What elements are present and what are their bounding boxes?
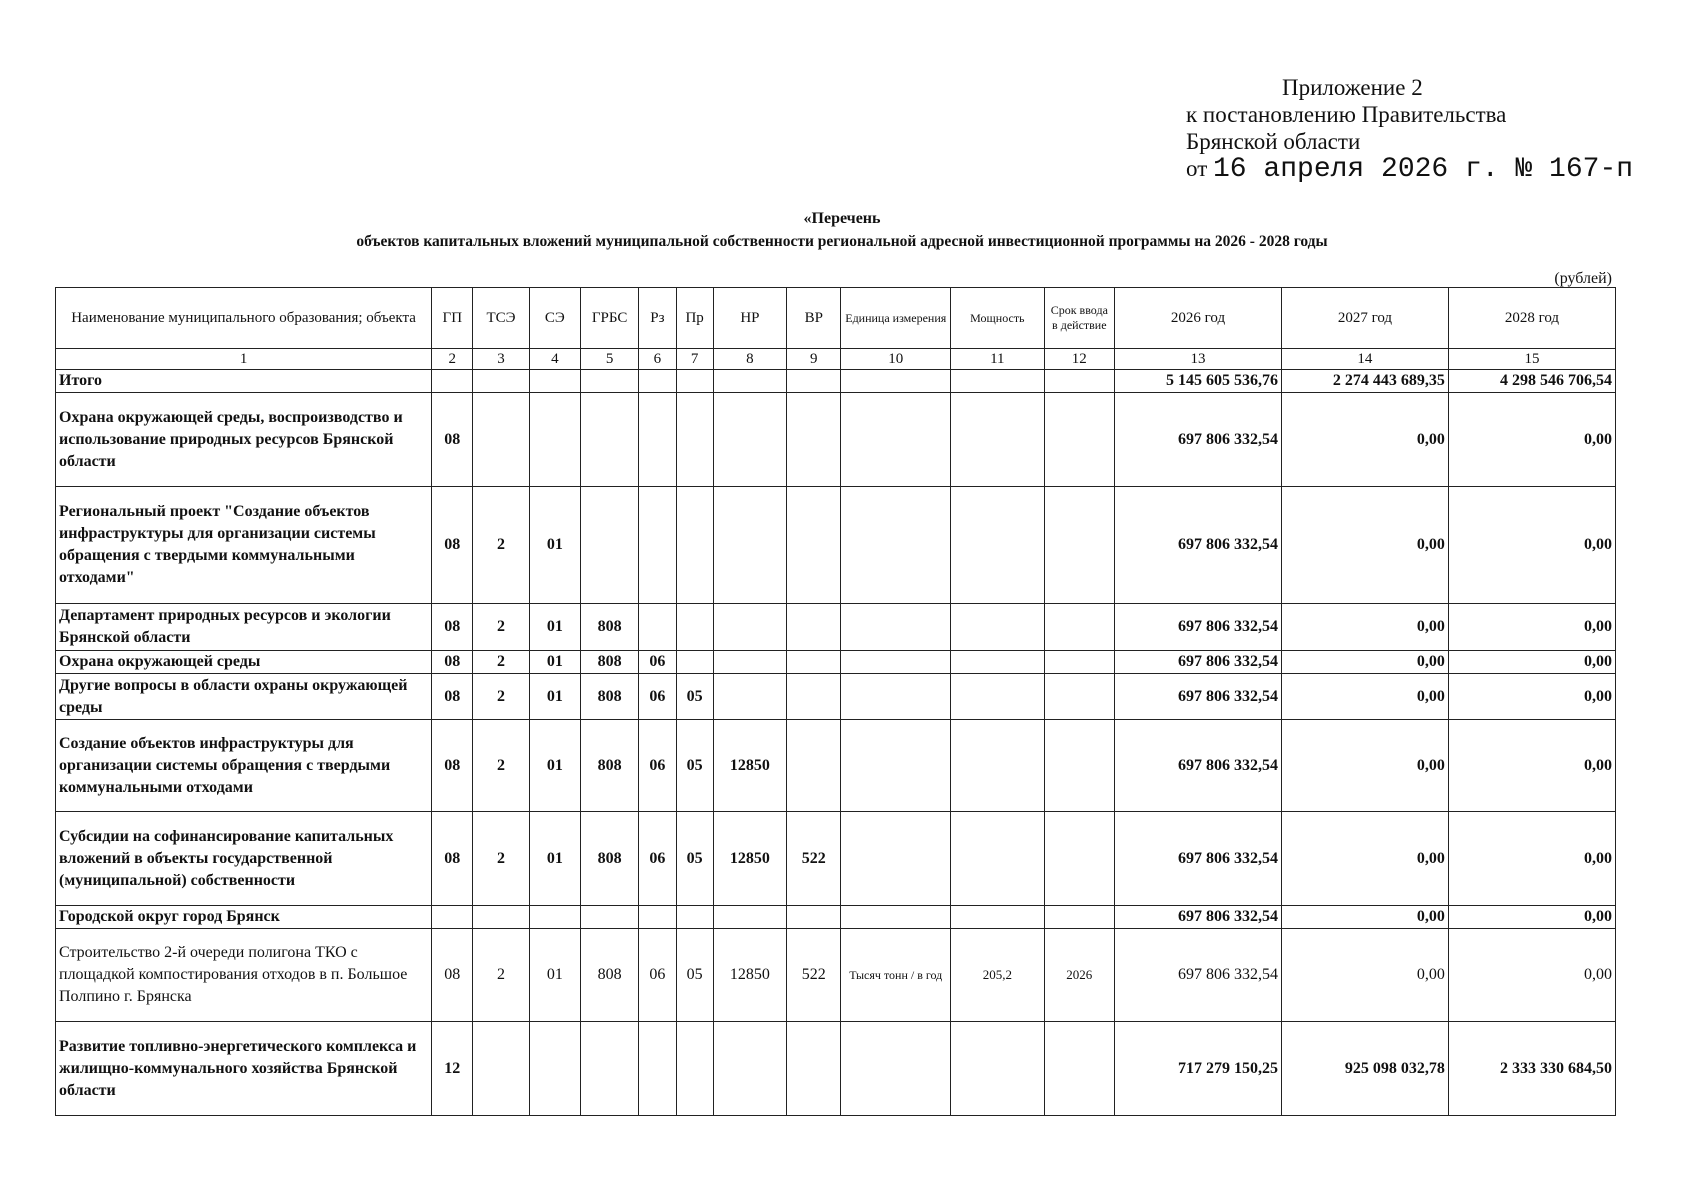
- cell-year-2028: 0,00: [1448, 651, 1615, 674]
- cell-row-name: Развитие топливно-энергетического комплекса и жилищно-коммунального хозяйства Брянской области: [56, 1022, 432, 1116]
- cell-nr: [713, 1022, 786, 1116]
- cell-rz: 06: [639, 929, 676, 1022]
- header-nr: НР: [713, 288, 786, 349]
- cell-year-2026: 697 806 332,54: [1115, 651, 1282, 674]
- cell-gp: 08: [432, 812, 473, 906]
- cell-pr: [676, 906, 713, 929]
- table-row: [56, 674, 1616, 720]
- cell-vr: [787, 393, 841, 487]
- cell-year-2027: 0,00: [1281, 393, 1448, 487]
- cell-year-2026: 697 806 332,54: [1115, 812, 1282, 906]
- cell-grbs: 808: [580, 929, 638, 1022]
- cell-row-name: Итого: [56, 370, 432, 393]
- cell-se: [529, 393, 580, 487]
- cell-tse: [473, 1022, 529, 1116]
- cell-grbs: [580, 906, 638, 929]
- table-row: [56, 812, 1616, 906]
- cell-tse: 2: [473, 674, 529, 720]
- cell-nr: [713, 393, 786, 487]
- appendix-resolution: к постановлению Правительства: [1186, 102, 1507, 127]
- appendix-date-prefix: от: [1186, 156, 1208, 181]
- col-num: 4: [529, 349, 580, 370]
- appendix-region: Брянской области: [1186, 129, 1361, 154]
- cell-vr: [787, 604, 841, 651]
- cell-unit: [841, 370, 951, 393]
- col-num: 2: [432, 349, 473, 370]
- table-row: [56, 929, 1616, 1022]
- column-number-row: [56, 349, 1616, 370]
- cell-tse: 2: [473, 604, 529, 651]
- cell-vr: [787, 370, 841, 393]
- header-unit: Единица измерения: [841, 288, 951, 349]
- cell-year-2028: 2 333 330 684,50: [1448, 1022, 1615, 1116]
- cell-year-2026: 697 806 332,54: [1115, 393, 1282, 487]
- cell-nr: [713, 906, 786, 929]
- cell-commission-date: [1044, 812, 1114, 906]
- col-num: 13: [1115, 349, 1282, 370]
- cell-year-2028: 0,00: [1448, 393, 1615, 487]
- cell-rz: [639, 906, 676, 929]
- cell-unit: [841, 812, 951, 906]
- cell-year-2026: 697 806 332,54: [1115, 906, 1282, 929]
- cell-capacity: [951, 812, 1045, 906]
- cell-rz: [639, 393, 676, 487]
- cell-commission-date: [1044, 393, 1114, 487]
- cell-unit: [841, 604, 951, 651]
- appendix-date-line: [1186, 155, 1633, 183]
- cell-nr: 12850: [713, 929, 786, 1022]
- cell-unit: [841, 1022, 951, 1116]
- cell-commission-date: [1044, 906, 1114, 929]
- header-rz: Рз: [639, 288, 676, 349]
- cell-commission-date: [1044, 720, 1114, 812]
- cell-capacity: [951, 720, 1045, 812]
- cell-capacity: [951, 674, 1045, 720]
- cell-se: 01: [529, 487, 580, 604]
- header-name: Наименование муниципального образования; объекта: [56, 288, 432, 349]
- col-num: 7: [676, 349, 713, 370]
- cell-nr: [713, 674, 786, 720]
- cell-se: 01: [529, 674, 580, 720]
- cell-nr: [713, 651, 786, 674]
- cell-pr: 05: [676, 720, 713, 812]
- col-num: 11: [951, 349, 1045, 370]
- cell-vr: [787, 1022, 841, 1116]
- col-num: 10: [841, 349, 951, 370]
- cell-vr: [787, 487, 841, 604]
- col-num: 1: [56, 349, 432, 370]
- cell-row-name: Строительство 2-й очереди полигона ТКО с площадкой компостирования отходов в п. Большое Полпино г. Брянска: [56, 929, 432, 1022]
- cell-se: [529, 906, 580, 929]
- cell-row-name: Субсидии на софинансирование капитальных вложений в объекты государственной (муниципальной) собственности: [56, 812, 432, 906]
- table-row: [56, 1022, 1616, 1116]
- cell-commission-date: [1044, 674, 1114, 720]
- cell-capacity: [951, 906, 1045, 929]
- header-tse: ТСЭ: [473, 288, 529, 349]
- cell-rz: [639, 370, 676, 393]
- col-num: 14: [1281, 349, 1448, 370]
- cell-year-2028: 0,00: [1448, 604, 1615, 651]
- cell-row-name: Создание объектов инфраструктуры для организации системы обращения с твердыми коммунальными отходами: [56, 720, 432, 812]
- cell-pr: 05: [676, 812, 713, 906]
- cell-year-2026: 697 806 332,54: [1115, 487, 1282, 604]
- document-title: «Перечень: [803, 210, 881, 227]
- cell-vr: [787, 720, 841, 812]
- header-year-2026: 2026 год: [1115, 288, 1282, 349]
- cell-tse: [473, 906, 529, 929]
- cell-gp: 08: [432, 487, 473, 604]
- cell-year-2027: 0,00: [1281, 720, 1448, 812]
- cell-nr: 12850: [713, 720, 786, 812]
- cell-unit: [841, 906, 951, 929]
- cell-year-2027: 0,00: [1281, 487, 1448, 604]
- cell-year-2026: 717 279 150,25: [1115, 1022, 1282, 1116]
- cell-year-2028: 0,00: [1448, 720, 1615, 812]
- cell-grbs: 808: [580, 720, 638, 812]
- cell-grbs: [580, 370, 638, 393]
- cell-tse: 2: [473, 720, 529, 812]
- table-row: [56, 651, 1616, 674]
- cell-se: [529, 1022, 580, 1116]
- cell-row-name: Городской округ город Брянск: [56, 906, 432, 929]
- cell-gp: 08: [432, 674, 473, 720]
- cell-se: 01: [529, 720, 580, 812]
- document-subtitle: объектов капитальных вложений муниципальной собственности региональной адресной инвестиционной программы на 2026 - 2028 годы: [356, 233, 1328, 250]
- col-num: 15: [1448, 349, 1615, 370]
- cell-row-name: Охрана окружающей среды: [56, 651, 432, 674]
- cell-se: [529, 370, 580, 393]
- header-year-2028: 2028 год: [1448, 288, 1615, 349]
- header-grbs: ГРБС: [580, 288, 638, 349]
- cell-unit: [841, 674, 951, 720]
- cell-year-2026: 5 145 605 536,76: [1115, 370, 1282, 393]
- cell-year-2026: 697 806 332,54: [1115, 929, 1282, 1022]
- cell-gp: 08: [432, 720, 473, 812]
- appendix-date-stamp: 16 апреля 2026 г. № 167-п: [1213, 154, 1634, 185]
- units-label: (рублей): [1554, 270, 1612, 287]
- col-num: 8: [713, 349, 786, 370]
- cell-grbs: 808: [580, 674, 638, 720]
- header-pr: Пр: [676, 288, 713, 349]
- cell-capacity: [951, 487, 1045, 604]
- cell-year-2028: 0,00: [1448, 906, 1615, 929]
- cell-se: 01: [529, 812, 580, 906]
- cell-tse: [473, 370, 529, 393]
- cell-unit: [841, 487, 951, 604]
- col-num: 6: [639, 349, 676, 370]
- cell-gp: 08: [432, 393, 473, 487]
- header-vr: ВР: [787, 288, 841, 349]
- col-num: 9: [787, 349, 841, 370]
- cell-gp: 08: [432, 651, 473, 674]
- cell-vr: [787, 906, 841, 929]
- cell-year-2028: 0,00: [1448, 487, 1615, 604]
- cell-pr: [676, 487, 713, 604]
- cell-year-2028: 0,00: [1448, 812, 1615, 906]
- cell-pr: [676, 393, 713, 487]
- col-num: 12: [1044, 349, 1114, 370]
- cell-year-2026: 697 806 332,54: [1115, 720, 1282, 812]
- header-year-2027: 2027 год: [1281, 288, 1448, 349]
- cell-pr: [676, 370, 713, 393]
- cell-pr: [676, 1022, 713, 1116]
- cell-commission-date: [1044, 604, 1114, 651]
- table-row: [56, 370, 1616, 393]
- cell-grbs: [580, 487, 638, 604]
- cell-se: 01: [529, 651, 580, 674]
- cell-year-2027: 0,00: [1281, 929, 1448, 1022]
- cell-vr: [787, 674, 841, 720]
- cell-nr: [713, 604, 786, 651]
- cell-nr: [713, 487, 786, 604]
- col-num: 3: [473, 349, 529, 370]
- cell-capacity: [951, 1022, 1045, 1116]
- cell-pr: [676, 604, 713, 651]
- header-commission-date: Срок ввода в действие: [1044, 288, 1114, 349]
- cell-pr: 05: [676, 929, 713, 1022]
- cell-commission-date: 2026: [1044, 929, 1114, 1022]
- cell-commission-date: [1044, 651, 1114, 674]
- table-row: [56, 393, 1616, 487]
- cell-rz: [639, 604, 676, 651]
- cell-year-2026: 697 806 332,54: [1115, 674, 1282, 720]
- cell-unit: [841, 393, 951, 487]
- cell-capacity: [951, 604, 1045, 651]
- cell-row-name: Департамент природных ресурсов и экологии Брянской области: [56, 604, 432, 651]
- cell-year-2027: 0,00: [1281, 812, 1448, 906]
- cell-year-2028: 0,00: [1448, 674, 1615, 720]
- cell-year-2028: 4 298 546 706,54: [1448, 370, 1615, 393]
- cell-capacity: [951, 370, 1045, 393]
- cell-gp: 12: [432, 1022, 473, 1116]
- cell-year-2028: 0,00: [1448, 929, 1615, 1022]
- header-se: СЭ: [529, 288, 580, 349]
- cell-capacity: [951, 651, 1045, 674]
- cell-year-2027: 0,00: [1281, 906, 1448, 929]
- cell-grbs: 808: [580, 812, 638, 906]
- cell-gp: [432, 906, 473, 929]
- cell-tse: 2: [473, 651, 529, 674]
- cell-unit: [841, 651, 951, 674]
- cell-pr: 05: [676, 674, 713, 720]
- cell-grbs: [580, 1022, 638, 1116]
- header-capacity: Мощность: [951, 288, 1045, 349]
- cell-row-name: Другие вопросы в области охраны окружающей среды: [56, 674, 432, 720]
- cell-tse: 2: [473, 487, 529, 604]
- cell-tse: 2: [473, 929, 529, 1022]
- cell-year-2026: 697 806 332,54: [1115, 604, 1282, 651]
- table-header-row: [56, 288, 1616, 349]
- cell-commission-date: [1044, 1022, 1114, 1116]
- cell-unit: [841, 720, 951, 812]
- cell-year-2027: 2 274 443 689,35: [1281, 370, 1448, 393]
- cell-row-name: Региональный проект "Создание объектов инфраструктуры для организации системы обращения с твердыми коммунальными отходами": [56, 487, 432, 604]
- cell-year-2027: 0,00: [1281, 651, 1448, 674]
- table-row: [56, 906, 1616, 929]
- cell-rz: [639, 1022, 676, 1116]
- cell-gp: [432, 370, 473, 393]
- cell-tse: [473, 393, 529, 487]
- cell-rz: [639, 487, 676, 604]
- cell-nr: 12850: [713, 812, 786, 906]
- cell-se: 01: [529, 604, 580, 651]
- cell-year-2027: 925 098 032,78: [1281, 1022, 1448, 1116]
- cell-row-name: Охрана окружающей среды, воспроизводство и использование природных ресурсов Брянской области: [56, 393, 432, 487]
- cell-year-2027: 0,00: [1281, 674, 1448, 720]
- table-row: [56, 487, 1616, 604]
- cell-nr: [713, 370, 786, 393]
- cell-rz: 06: [639, 812, 676, 906]
- cell-grbs: 808: [580, 604, 638, 651]
- cell-year-2027: 0,00: [1281, 604, 1448, 651]
- investment-table: [55, 287, 1616, 1116]
- table-row: [56, 604, 1616, 651]
- appendix-title: Приложение 2: [1282, 75, 1423, 100]
- cell-gp: 08: [432, 929, 473, 1022]
- col-num: 5: [580, 349, 638, 370]
- header-gp: ГП: [432, 288, 473, 349]
- cell-grbs: [580, 393, 638, 487]
- cell-vr: [787, 651, 841, 674]
- table-row: [56, 720, 1616, 812]
- appendix-block: [1186, 74, 1633, 183]
- cell-vr: 522: [787, 812, 841, 906]
- cell-grbs: 808: [580, 651, 638, 674]
- cell-vr: 522: [787, 929, 841, 1022]
- cell-tse: 2: [473, 812, 529, 906]
- cell-commission-date: [1044, 370, 1114, 393]
- cell-unit: Тысяч тонн / в год: [841, 929, 951, 1022]
- cell-rz: 06: [639, 674, 676, 720]
- cell-se: 01: [529, 929, 580, 1022]
- cell-rz: 06: [639, 720, 676, 812]
- cell-capacity: 205,2: [951, 929, 1045, 1022]
- cell-rz: 06: [639, 651, 676, 674]
- cell-capacity: [951, 393, 1045, 487]
- cell-gp: 08: [432, 604, 473, 651]
- cell-pr: [676, 651, 713, 674]
- cell-commission-date: [1044, 487, 1114, 604]
